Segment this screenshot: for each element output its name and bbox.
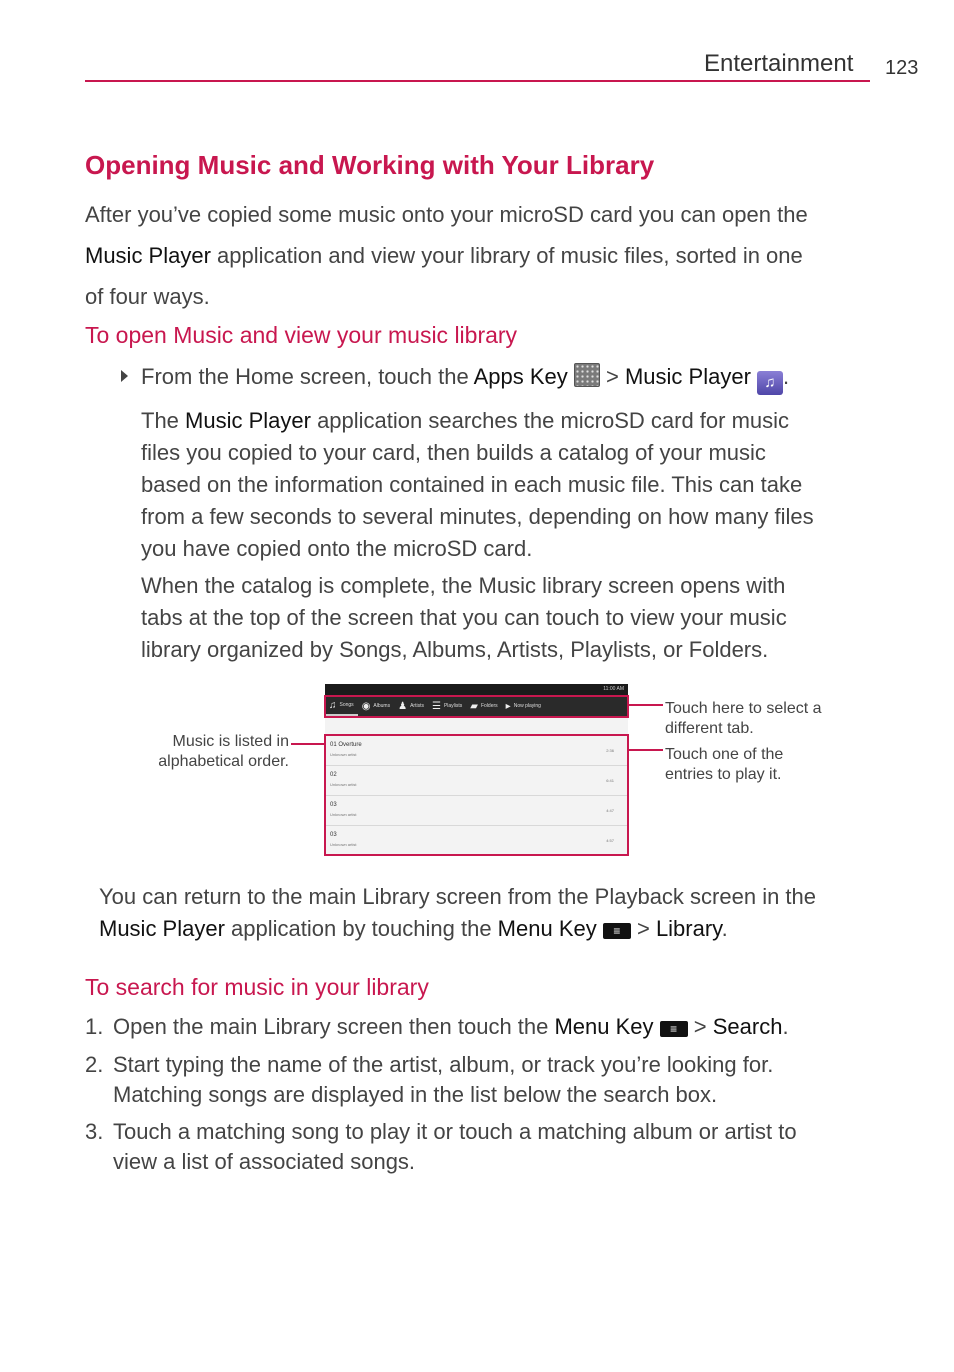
return-text: application by touching the (224, 916, 498, 941)
status-time: 11:00 AM (603, 686, 624, 692)
return-paragraph (99, 884, 816, 948)
library-tabs-paragraph (141, 573, 787, 669)
page-title: Opening Music and Working with Your Library (85, 150, 655, 180)
header-rule (85, 80, 870, 82)
library-term: Library (655, 916, 722, 941)
song-title: 01 Overture (330, 742, 362, 748)
step-end: . (783, 364, 790, 389)
tab-bar-highlight (324, 695, 629, 718)
open-music-step (141, 363, 789, 395)
tabs-line-2: tabs at the top of the screen that you can touch to view your music (141, 605, 787, 630)
music-player-term: Music Player (85, 243, 211, 268)
callout-text: alphabetical order. (158, 753, 289, 770)
step-text: view a list of associated songs. (113, 1149, 416, 1174)
callout-play-entries (665, 745, 783, 785)
callout-alphabetical (148, 732, 289, 772)
folder-icon: ▰ (470, 700, 478, 712)
return-separator: > (630, 916, 656, 941)
song-title: 03 (330, 832, 337, 838)
catalog-line-4: from a few seconds to several minutes, depending on how many files (141, 504, 814, 529)
search-step-2-number: 2. (85, 1052, 104, 1077)
song-title: 02 (330, 772, 337, 778)
music-player-icon: ♫ (757, 371, 783, 395)
menu-key-term: Menu Key (554, 1014, 654, 1039)
apps-key-icon (574, 363, 600, 387)
catalog-text: application searches the microSD card for music (310, 408, 790, 433)
callout-select-tab (665, 699, 822, 739)
tab-label: Albums (373, 703, 391, 709)
menu-key-icon: ≡ (660, 1021, 688, 1037)
list-icon: ☰ (431, 700, 441, 712)
step-separator: > (687, 1014, 713, 1039)
search-step-1-number: 1. (85, 1014, 104, 1039)
song-duration: 4:47 (606, 808, 614, 813)
search-step-2 (113, 1052, 773, 1108)
section-heading-search: To search for music in your library (85, 974, 429, 1000)
song-duration: 6:41 (606, 778, 614, 783)
catalog-text: The (141, 408, 186, 433)
play-icon: ▸ (505, 700, 511, 712)
catalog-paragraph (141, 408, 814, 568)
tab-label: Playlists (443, 703, 463, 709)
song-duration: 4:57 (606, 838, 614, 843)
search-term: Search (712, 1014, 783, 1039)
intro-line-3: of four ways. (85, 284, 210, 309)
callout-text: Touch here to select a (665, 700, 822, 717)
music-player-term: Music Player (185, 408, 311, 433)
step-end: . (782, 1014, 789, 1039)
catalog-line-2: files you copied to your card, then builds a catalog of your music (141, 440, 766, 465)
intro-paragraph (85, 199, 875, 313)
intro-line-1: After you’ve copied some music onto your microSD card you can open the (85, 202, 808, 227)
callout-text: Music is listed in (172, 733, 289, 750)
disc-icon: ◉ (361, 700, 371, 712)
callout-line-entries (628, 749, 663, 751)
step-text: Touch a matching song to play it or touch a matching album or artist to (113, 1119, 797, 1144)
music-note-icon: ♫ (329, 699, 337, 711)
menu-key-term: Menu Key (497, 916, 597, 941)
list-spacer (325, 716, 628, 736)
music-player-term: Music Player (99, 916, 225, 941)
bullet-triangle-icon (121, 369, 128, 387)
callout-text: entries to play it. (665, 766, 782, 783)
song-artist: Unknown artist (330, 782, 357, 787)
return-line-1: You can return to the main Library screen from the Playback screen in the (99, 884, 817, 909)
apps-key-term: Apps Key (473, 364, 568, 389)
section-heading-open-music: To open Music and view your music library (85, 322, 518, 348)
tabs-line-1: When the catalog is complete, the Music library screen opens with (141, 573, 786, 598)
search-step-3-number: 3. (85, 1119, 104, 1144)
song-title: 03 (330, 802, 337, 808)
song-list-highlight (324, 734, 629, 856)
return-end: . (721, 916, 728, 941)
catalog-line-1 (141, 408, 814, 440)
step-separator: > (599, 364, 625, 389)
tab-label: Songs (339, 702, 354, 708)
tab-label: Folders (480, 703, 498, 709)
song-duration: 2:36 (606, 748, 614, 753)
callout-text: different tab. (665, 720, 754, 737)
step-text: Matching songs are displayed in the list below the search box. (113, 1082, 718, 1107)
tab-label: Artists (410, 703, 424, 709)
callout-line-tab (628, 704, 663, 706)
search-step-1 (113, 1014, 789, 1040)
song-artist: Unknown artist (330, 752, 357, 757)
person-icon: ♟ (398, 700, 408, 712)
page-number: 123 (885, 57, 919, 79)
step-text: Start typing the name of the artist, album, or track you’re looking for. (113, 1052, 774, 1077)
catalog-line-3: based on the information contained in each music file. This can take (141, 472, 803, 497)
tabs-line-3: library organized by Songs, Albums, Artists, Playlists, or Folders. (141, 637, 769, 662)
intro-line-2 (85, 240, 875, 272)
callout-text: Touch one of the (665, 746, 784, 763)
callout-line-left (291, 743, 325, 745)
step-text: Open the main Library screen then touch the (113, 1014, 555, 1039)
song-artist: Unknown artist (330, 842, 357, 847)
song-artist: Unknown artist (330, 812, 357, 817)
section-header: Entertainment (704, 50, 854, 77)
return-line-2 (99, 916, 816, 948)
step-text: From the Home screen, touch the (141, 364, 474, 389)
intro-line-2-text: application and view your library of music files, sorted in one (210, 243, 803, 268)
search-step-3 (113, 1119, 797, 1175)
tab-label: Now playing (513, 703, 541, 709)
menu-key-icon: ≡ (603, 923, 631, 939)
music-player-term: Music Player (624, 364, 751, 389)
catalog-line-5: you have copied onto the microSD card. (141, 536, 533, 561)
